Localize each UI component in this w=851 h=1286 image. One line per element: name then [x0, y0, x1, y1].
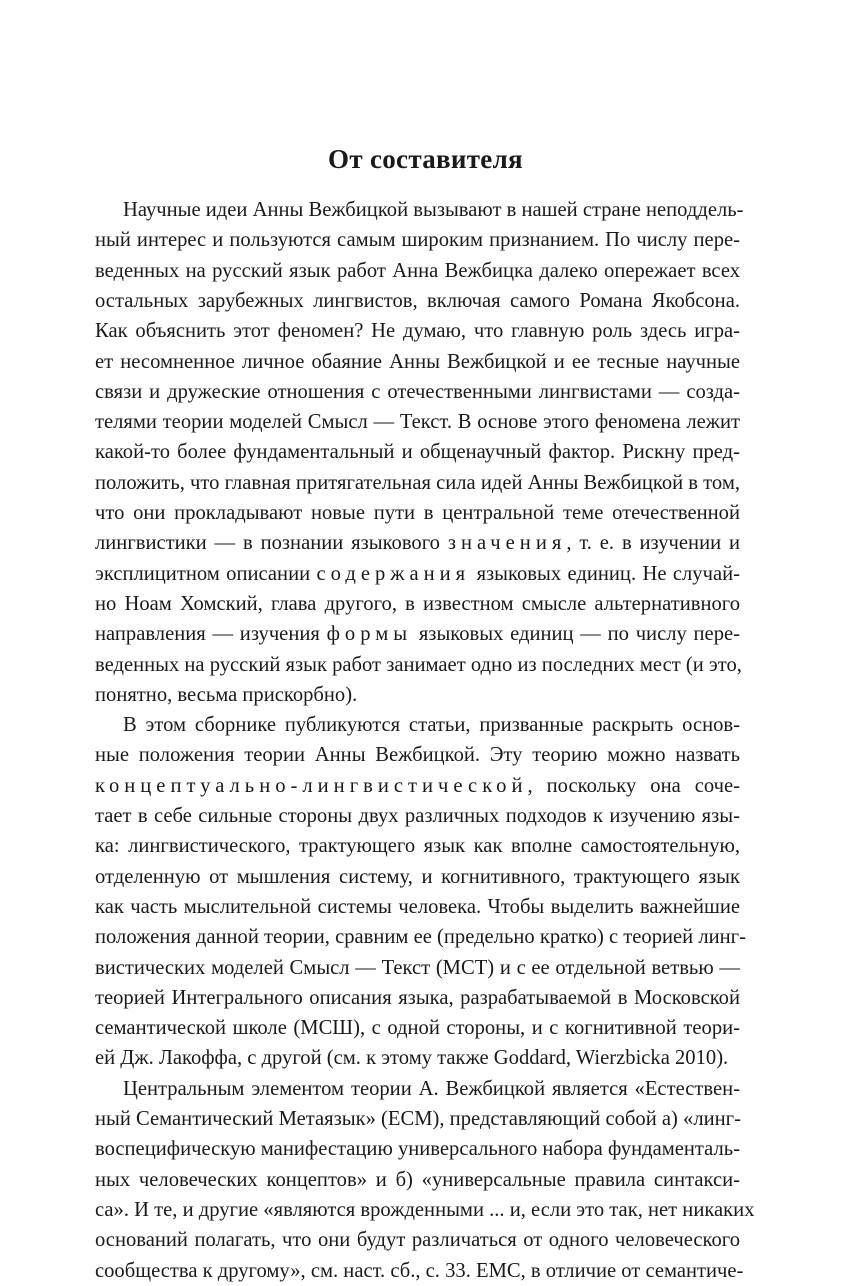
text-segment: отделенную от мышления систему, и когнитивного, трактующего язык	[95, 865, 740, 888]
text-segment: но Ноам Хомский, глава другого, в известном смысле альтернативного	[95, 592, 740, 615]
text-segment: ей Дж. Лакоффа, с другой (см. к этому также Goddard, Wierzbicka 2010).	[95, 1047, 729, 1070]
text-segment: Как объяснить этот феномен? Не думаю, что главную роль здесь игра-	[95, 320, 740, 343]
text-line	[95, 256, 740, 286]
text-line	[95, 468, 740, 498]
text-segment: веденных на русский язык работ занимает одно из последних мест (и это,	[95, 653, 742, 676]
text-segment: , поскольку она соче-	[527, 774, 740, 797]
text-line	[95, 1195, 755, 1225]
text-segment: остальных зарубежных лингвистов, включая самого Романа Якобсона.	[95, 289, 740, 312]
text-segment: теорией Интегрального описания языка, разрабатываемой в Московской	[95, 986, 740, 1009]
text-line	[95, 771, 740, 801]
text-segment: эксплицитном описании	[95, 562, 317, 585]
text-line	[95, 1043, 740, 1073]
text-segment: направления — изучения	[95, 623, 327, 646]
text-line	[95, 1225, 740, 1255]
text-line	[95, 316, 740, 346]
text-segment: ка: лингвистического, трактующего язык как вполне самостоятельную,	[95, 835, 740, 858]
text-line	[95, 801, 740, 831]
text-line	[95, 407, 740, 437]
text-segment: ные положения теории Анны Вежбицкой. Эту теорию можно назвать	[95, 744, 740, 767]
text-line	[95, 862, 740, 892]
text-line	[95, 1165, 740, 1195]
text-line	[123, 1074, 740, 1104]
text-line	[95, 680, 740, 710]
spaced-emphasis: значения	[447, 532, 567, 555]
text-segment: сообщества к другому», см. наст. сб., с. 33. ЕМС, в отличие от семантиче-	[95, 1259, 744, 1282]
text-line	[95, 1104, 740, 1134]
text-line	[95, 347, 740, 377]
text-line	[95, 1134, 740, 1164]
text-segment: тает в себе сильные стороны двух различных подходов к изучению язы-	[95, 805, 740, 827]
text-segment: какой-то более фундаментальный и общенаучный фактор. Рискну пред-	[95, 441, 740, 464]
text-segment: связи и дружеские отношения с отечественными лингвистами — созда-	[95, 380, 740, 403]
text-line	[95, 528, 740, 558]
text-segment: веденных на русский язык работ Анна Вежбицка далеко опережает всех	[95, 259, 740, 282]
text-line	[95, 892, 740, 922]
text-segment: Научные идеи Анны Вежбицкой вызывают в нашей стране неподдель-	[123, 199, 744, 221]
text-line	[95, 619, 740, 649]
text-segment: положения данной теории, сравним ее (предельно кратко) с теорией линг-	[95, 926, 746, 949]
text-segment: лингвистики — в познании языкового	[95, 532, 448, 555]
text-line	[95, 1256, 744, 1286]
text-segment: положить, что главная притягательная сила идей Анны Вежбицкой в том,	[95, 471, 740, 494]
text-segment: языковых единиц — по числу пере-	[412, 623, 740, 646]
text-segment: вистических моделей Смысл — Текст (МСТ) и с ее отдельной ветвью —	[95, 956, 740, 979]
text-line	[95, 983, 740, 1013]
text-segment: языковых единиц. Не случай-	[470, 562, 740, 585]
text-segment: воспецифическую манифестацию универсального набора фундаменталь-	[95, 1138, 741, 1161]
text-line	[95, 831, 740, 861]
text-segment: ных человеческих концептов» и б) «универсальные правила синтакси-	[95, 1168, 740, 1191]
text-line	[123, 710, 740, 740]
text-segment: В этом сборнике публикуются статьи, призванные раскрыть основ-	[123, 714, 740, 737]
text-segment: оснований полагать, что они будут различаться от одного человеческого	[95, 1229, 740, 1252]
text-segment: как часть мыслительной системы человека. Чтобы выделить важнейшие	[95, 895, 740, 918]
text-segment: ет несомненное личное обаяние Анны Вежбицкой и ее тесные научные	[95, 350, 740, 373]
text-line	[95, 740, 740, 770]
page-title: От составителя	[328, 144, 523, 174]
text-line	[95, 589, 740, 619]
text-segment: са». И те, и другие «являются врожденными ... и, если это так, нет никаких	[95, 1198, 755, 1221]
text-line	[95, 437, 740, 467]
spaced-emphasis: концептуально-лингвистической	[95, 774, 528, 797]
text-segment: семантической школе (МСШ), с одной стороны, и с когнитивной теори-	[95, 1017, 740, 1040]
spaced-emphasis: формы	[326, 623, 413, 646]
text-line	[95, 1013, 740, 1043]
text-line	[95, 559, 740, 589]
text-segment: Центральным элементом теории А. Вежбицкой является «Естествен-	[123, 1077, 740, 1100]
text-segment: телями теории моделей Смысл — Текст. В основе этого феномена лежит	[95, 411, 740, 434]
text-segment: , т. е. в изучении и	[566, 532, 740, 555]
text-line	[95, 377, 740, 407]
text-line	[95, 650, 740, 680]
text-segment: что они прокладывают новые пути в центральной теме отечественной	[95, 502, 740, 524]
text-segment: понятно, весьма прискорбно).	[95, 683, 358, 706]
text-segment: ный Семантический Метаязык» (ЕСМ), представляющий собой а) «линг-	[95, 1108, 741, 1130]
text-segment: ный интерес и пользуются самым широким признанием. По числу пере-	[95, 229, 740, 252]
text-line	[95, 922, 746, 952]
text-line	[95, 286, 740, 316]
text-line	[123, 195, 744, 225]
spaced-emphasis: содержания	[316, 562, 471, 585]
text-line	[95, 498, 740, 528]
text-line	[95, 225, 740, 255]
text-line	[95, 953, 740, 983]
